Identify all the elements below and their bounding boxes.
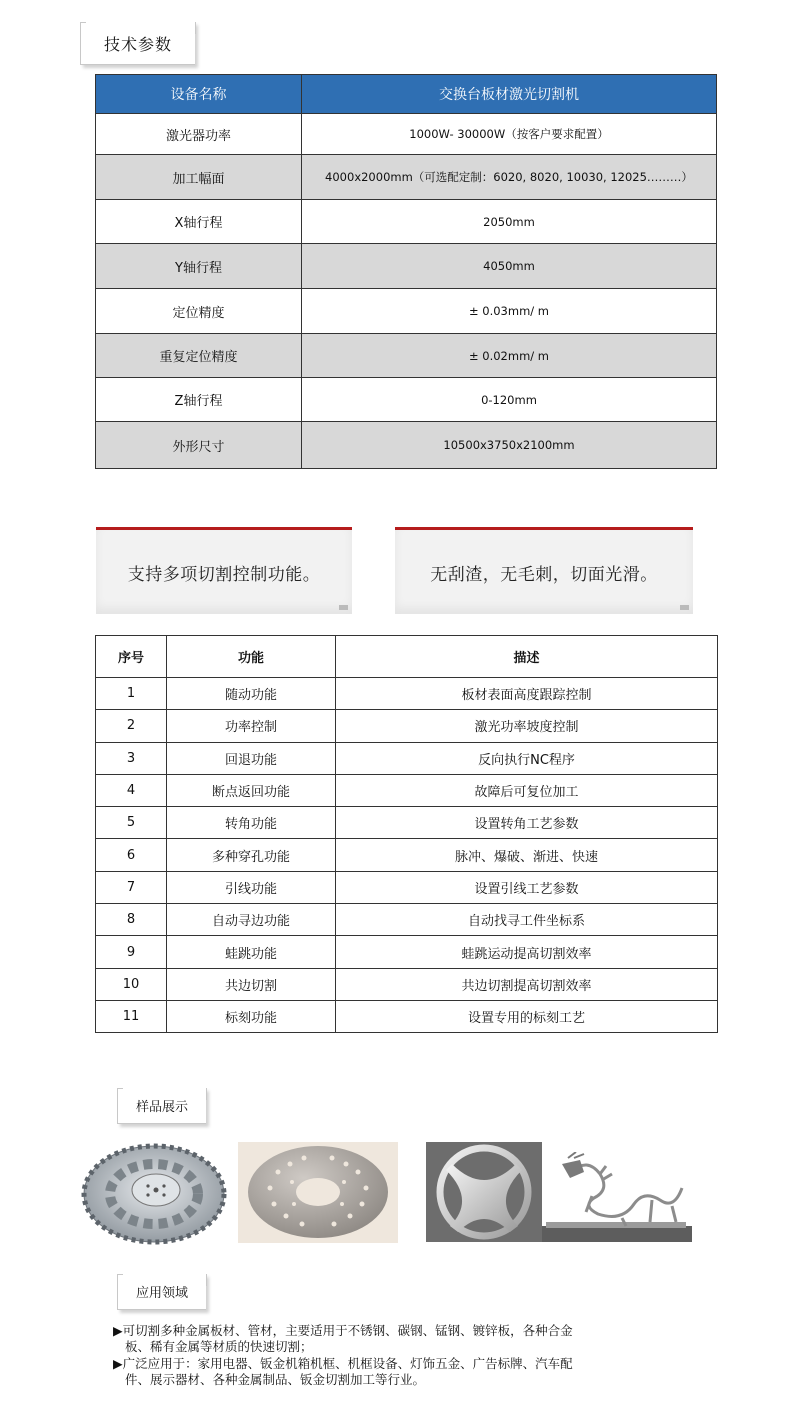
application-item [113,1356,633,1388]
spec-header-name: 设备名称 [96,75,302,114]
section-title-text: 技术参数 [103,34,172,54]
spec-value: 1000W- 30000W（按客户要求配置） [302,114,717,155]
row-description: 激光功率坡度控制 [336,710,718,742]
table-row [96,807,718,839]
spec-value: ± 0.03mm/ m [302,289,717,334]
col-header-index: 序号 [96,636,167,678]
spec-header-model: 交换台板材激光切割机 [302,75,717,114]
row-function: 转角功能 [167,807,336,839]
table-row [96,710,718,742]
spec-value: 4000x2000mm（可选配定制：6020, 8020, 10030, 12025………） [302,155,717,200]
spec-row [96,114,717,155]
spec-label: 外形尺寸 [96,422,302,469]
spec-row [96,422,717,469]
row-index: 1 [96,678,167,710]
spec-value: 2050mm [302,200,717,244]
spec-value: 10500x3750x2100mm [302,422,717,469]
feature-banner-surface [395,527,693,614]
row-index: 8 [96,904,167,936]
row-description: 板材表面高度跟踪控制 [336,678,718,710]
spec-row [96,378,717,422]
row-index: 6 [96,839,167,871]
section-title-applications [117,1274,206,1310]
spec-label: 定位精度 [96,289,302,334]
banner-text: 支持多项切割控制功能。 [127,564,321,585]
col-header-function: 功能 [167,636,336,678]
spec-row [96,155,717,200]
application-item [113,1323,633,1355]
spec-label: 加工幅面 [96,155,302,200]
table-row [96,968,718,1000]
spec-header-row [96,75,717,114]
spec-label: X轴行程 [96,200,302,244]
row-description: 故障后可复位加工 [336,774,718,806]
row-function: 自动寻边功能 [167,904,336,936]
row-index: 3 [96,742,167,774]
application-line: 板、稀有金属等材质的快速切割； [125,1339,313,1354]
spec-value: ± 0.02mm/ m [302,334,717,378]
table-row [96,839,718,871]
spec-value: 0-120mm [302,378,717,422]
row-description: 共边切割提高切割效率 [336,968,718,1000]
table-row [96,1000,718,1032]
section-title-tech-params [80,22,195,65]
row-function: 多种穿孔功能 [167,839,336,871]
table-row [96,774,718,806]
row-index: 9 [96,936,167,968]
row-index: 7 [96,871,167,903]
row-description: 设置专用的标刻工艺 [336,1000,718,1032]
section-title-text: 样品展示 [135,1100,188,1115]
sample-image-dragon [542,1152,694,1244]
table-row [96,904,718,936]
spec-label: Z轴行程 [96,378,302,422]
row-description: 自动找寻工件坐标系 [336,904,718,936]
row-description: 反向执行NC程序 [336,742,718,774]
spec-row [96,200,717,244]
row-function: 引线功能 [167,871,336,903]
sample-image-sprocket [78,1140,230,1248]
spec-row [96,334,717,378]
banner-text: 无刮渣，无毛刺，切面光滑。 [430,564,658,585]
row-function: 随动功能 [167,678,336,710]
row-index: 2 [96,710,167,742]
application-line: ▶可切割多种金属板材、管材，主要适用于不锈钢、碳钢、锰钢、镀锌板，各种合金 [113,1323,573,1338]
application-line: ▶广泛应用于：家用电器、钣金机箱机框、机框设备、灯饰五金、广告标牌、汽车配 [113,1356,573,1371]
table-row [96,936,718,968]
sample-image-brake-disc [238,1142,398,1243]
function-table [95,635,718,1033]
row-function: 蛙跳功能 [167,936,336,968]
banner-corner-mark [339,605,348,610]
row-function: 回退功能 [167,742,336,774]
row-description: 设置转角工艺参数 [336,807,718,839]
row-description: 蛙跳运动提高切割效率 [336,936,718,968]
table-row [96,678,718,710]
row-function: 标刻功能 [167,1000,336,1032]
col-header-description: 描述 [336,636,718,678]
row-index: 11 [96,1000,167,1032]
feature-banner-control [96,527,352,614]
table-row [96,871,718,903]
spec-label: Y轴行程 [96,244,302,289]
application-line: 件、展示器材、各种金属制品、钣金切割加工等行业。 [125,1372,426,1387]
spec-label: 激光器功率 [96,114,302,155]
row-index: 10 [96,968,167,1000]
spec-label: 重复定位精度 [96,334,302,378]
row-function: 共边切割 [167,968,336,1000]
spec-row [96,244,717,289]
table-row [96,742,718,774]
sample-image-cut-ring [426,1142,542,1242]
section-title-text: 应用领域 [135,1286,188,1301]
row-function: 断点返回功能 [167,774,336,806]
row-index: 5 [96,807,167,839]
row-function: 功率控制 [167,710,336,742]
section-title-samples [117,1088,206,1124]
function-header-row [96,636,718,678]
spec-row [96,289,717,334]
row-index: 4 [96,774,167,806]
banner-corner-mark [680,605,689,610]
row-description: 脉冲、爆破、渐进、快速 [336,839,718,871]
spec-value: 4050mm [302,244,717,289]
row-description: 设置引线工艺参数 [336,871,718,903]
spec-table [95,74,717,469]
